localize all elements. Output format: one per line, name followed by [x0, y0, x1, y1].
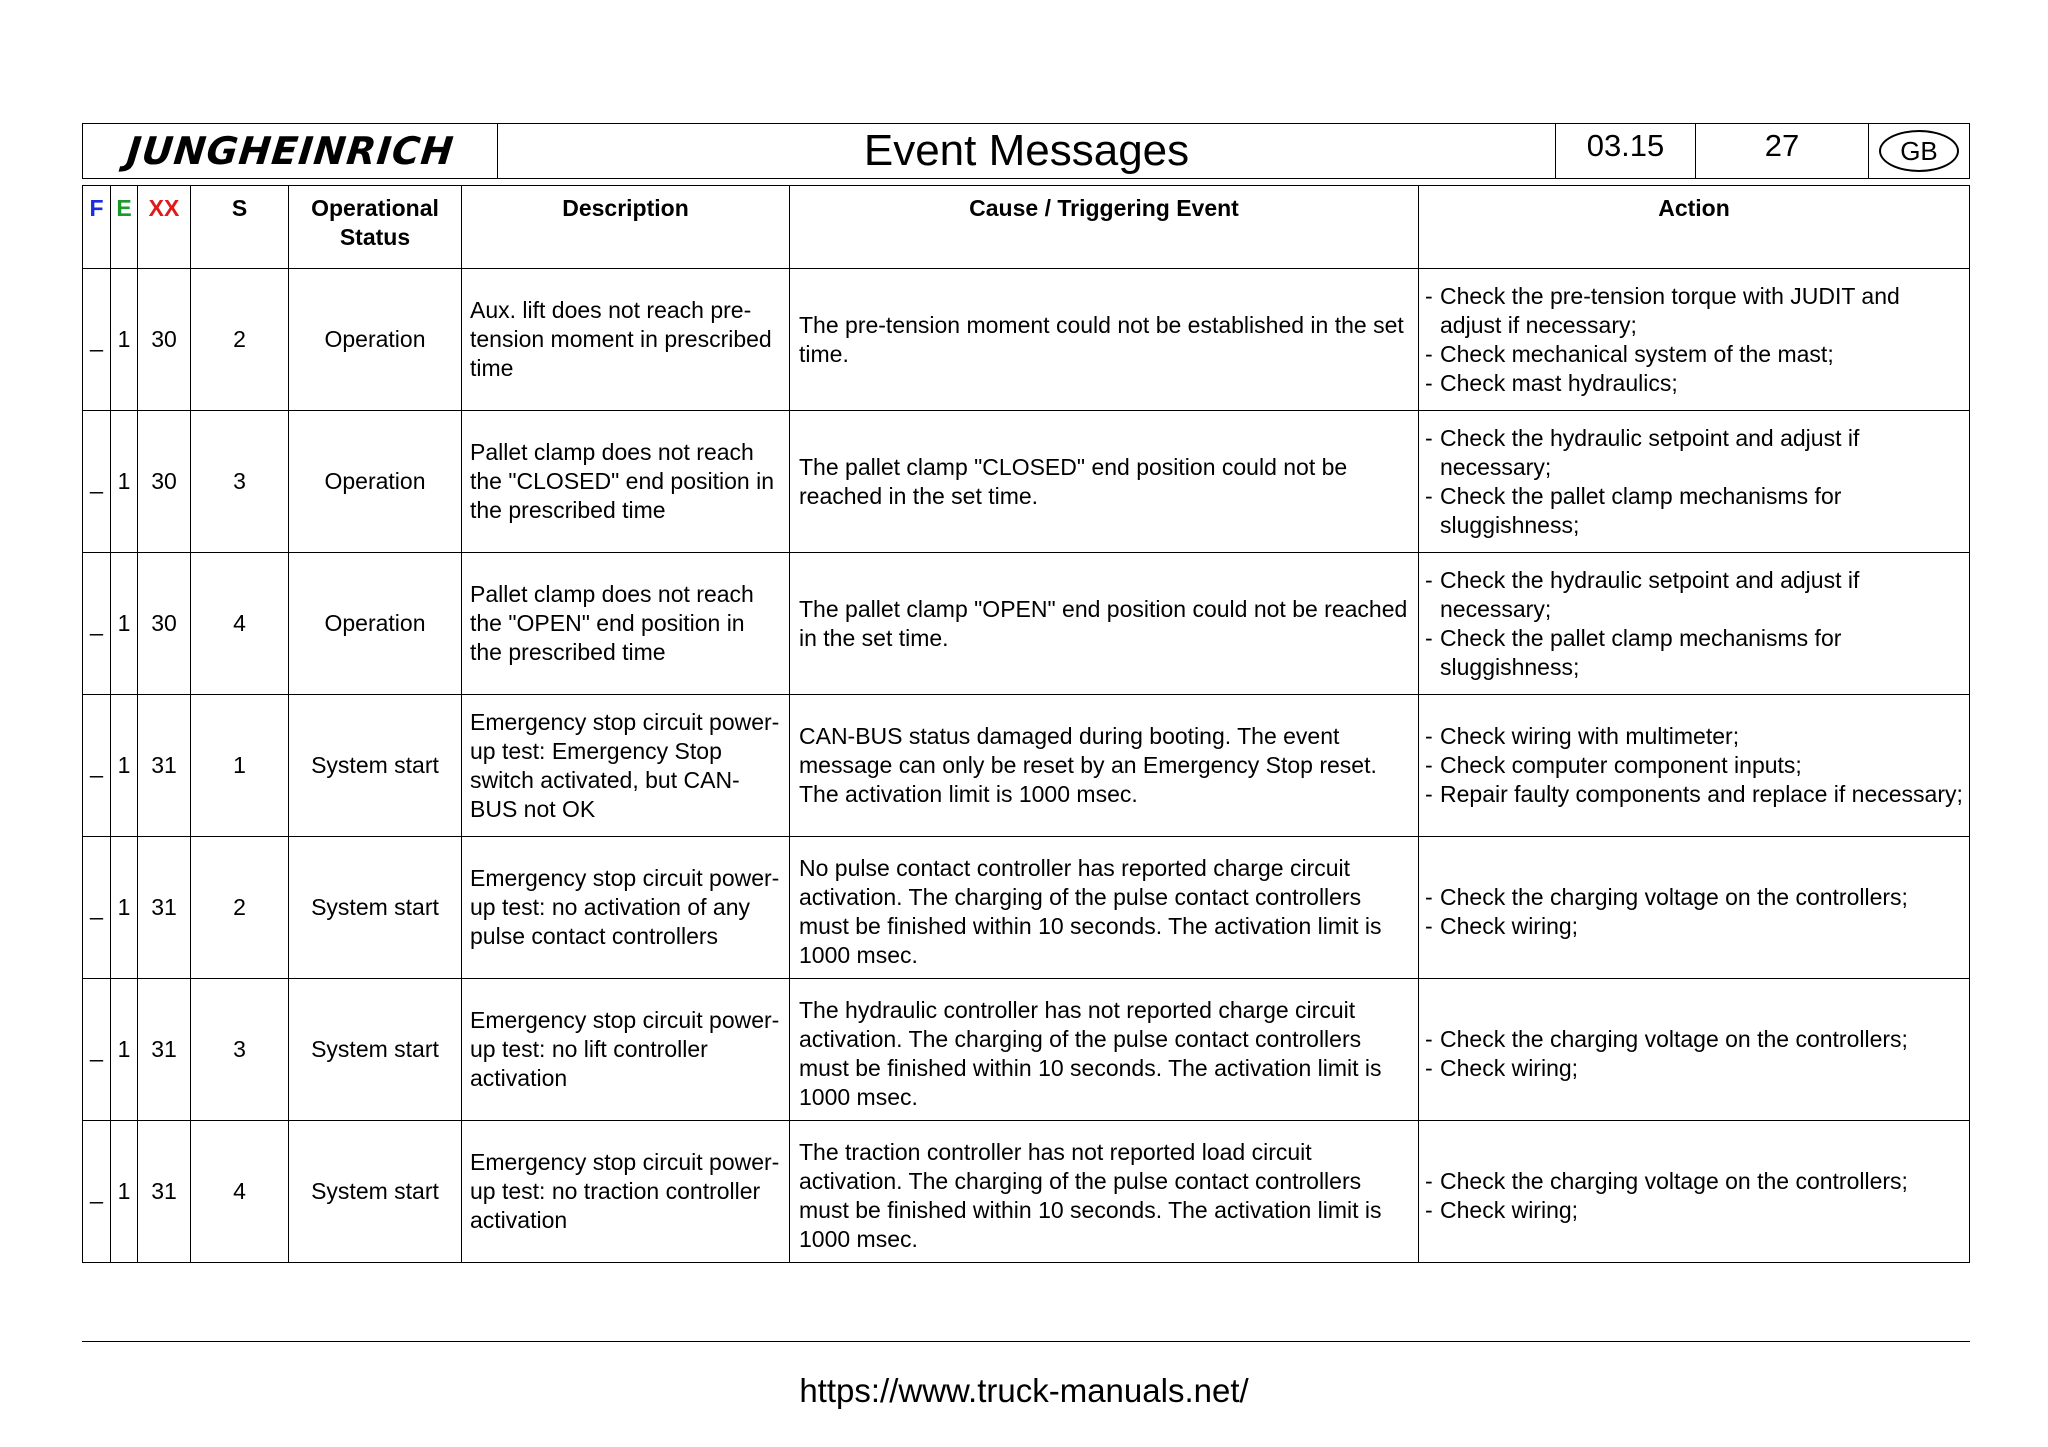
- cell-xx: 30: [138, 411, 191, 553]
- brand-logo-text: JUNGHEINRICH: [124, 129, 456, 173]
- action-text: Check wiring with multimeter;: [1440, 723, 1740, 749]
- action-item: [1425, 780, 1963, 809]
- cell-f: _: [83, 411, 111, 553]
- cell-s: 1: [191, 695, 289, 837]
- table-row: [83, 269, 1970, 411]
- column-header-s: S: [191, 186, 289, 269]
- column-header-e: E: [111, 186, 138, 269]
- cell-action: [1419, 269, 1970, 411]
- action-bullet: -: [1425, 723, 1433, 749]
- table-row: [83, 695, 1970, 837]
- cell-f: _: [83, 695, 111, 837]
- event-messages-table: [82, 185, 1970, 1263]
- action-bullet: -: [1425, 1025, 1433, 1052]
- action-bullet: -: [1425, 340, 1433, 367]
- action-bullet: -: [1425, 1054, 1433, 1081]
- cell-description: Pallet clamp does not reach the "CLOSED" end position in the prescribed time: [462, 411, 790, 553]
- action-item: [1425, 883, 1963, 912]
- action-item: [1425, 624, 1963, 682]
- action-item: [1425, 482, 1963, 540]
- column-header-f: F: [83, 186, 111, 269]
- language-cell: [1869, 124, 1969, 178]
- cell-e: 1: [111, 837, 138, 979]
- cell-s: 2: [191, 837, 289, 979]
- action-text: Check the charging voltage on the controllers;: [1440, 883, 1908, 910]
- action-item: [1425, 566, 1963, 624]
- cell-operational-status: System start: [289, 1121, 462, 1263]
- action-text: Check the pallet clamp mechanisms for sluggishness;: [1440, 624, 1842, 680]
- cell-s: 2: [191, 269, 289, 411]
- cell-cause: The pre-tension moment could not be established in the set time.: [790, 269, 1419, 411]
- action-text: Check the charging voltage on the controllers;: [1440, 1167, 1908, 1194]
- cell-action: [1419, 1121, 1970, 1263]
- action-text: Check the pre-tension torque with JUDIT and adjust if necessary;: [1440, 282, 1900, 338]
- cell-cause: The pallet clamp "CLOSED" end position could not be reached in the set time.: [790, 411, 1419, 553]
- action-bullet: -: [1425, 424, 1433, 451]
- action-text: Repair faulty components and replace if necessary;: [1440, 781, 1963, 807]
- cell-s: 4: [191, 1121, 289, 1263]
- action-bullet: -: [1425, 369, 1433, 396]
- table-row: [83, 837, 1970, 979]
- cell-e: 1: [111, 269, 138, 411]
- action-text: Check mast hydraulics;: [1440, 369, 1678, 396]
- cell-cause: CAN-BUS status damaged during booting. The event message can only be reset by an Emergency Stop reset. The activation limit is 1000 msec.: [790, 695, 1419, 837]
- cell-cause: The hydraulic controller has not reported charge circuit activation. The charging of the pulse contact controllers must be finished within 10 seconds. The activation limit is 1000 msec.: [790, 979, 1419, 1121]
- action-text: Check the hydraulic setpoint and adjust if necessary;: [1440, 424, 1860, 480]
- action-item: [1425, 282, 1963, 340]
- action-item: [1425, 1025, 1963, 1054]
- column-header-description: Description: [462, 186, 790, 269]
- action-text: Check wiring;: [1440, 912, 1579, 939]
- action-item: [1425, 1054, 1963, 1083]
- action-item: [1425, 912, 1963, 941]
- cell-xx: 31: [138, 979, 191, 1121]
- cell-operational-status: Operation: [289, 553, 462, 695]
- cell-e: 1: [111, 1121, 138, 1263]
- action-bullet: -: [1425, 566, 1433, 593]
- cell-xx: 31: [138, 837, 191, 979]
- cell-operational-status: System start: [289, 979, 462, 1121]
- action-bullet: -: [1425, 482, 1433, 509]
- cell-cause: No pulse contact controller has reported charge circuit activation. The charging of the pulse contact controllers must be finished within 10 seconds. The activation limit is 1000 msec.: [790, 837, 1419, 979]
- footer-url: https://www.truck-manuals.net/: [799, 1372, 1249, 1409]
- cell-description: Pallet clamp does not reach the "OPEN" end position in the prescribed time: [462, 553, 790, 695]
- action-item: [1425, 369, 1963, 398]
- action-text: Check the hydraulic setpoint and adjust if necessary;: [1440, 566, 1860, 622]
- cell-xx: 30: [138, 269, 191, 411]
- action-text: Check the pallet clamp mechanisms for sluggishness;: [1440, 482, 1842, 538]
- action-item: [1425, 1196, 1963, 1225]
- action-bullet: -: [1425, 282, 1433, 309]
- cell-description: Emergency stop circuit power-up test: Emergency Stop switch activated, but CAN-BUS not OK: [462, 695, 790, 837]
- cell-f: _: [83, 1121, 111, 1263]
- column-header-action: Action: [1419, 186, 1970, 269]
- action-bullet: -: [1425, 752, 1433, 778]
- action-bullet: -: [1425, 781, 1433, 807]
- cell-f: _: [83, 837, 111, 979]
- cell-f: _: [83, 979, 111, 1121]
- action-text: Check wiring;: [1440, 1196, 1579, 1223]
- action-text: Check computer component inputs;: [1440, 752, 1802, 778]
- cell-xx: 31: [138, 695, 191, 837]
- cell-cause: The pallet clamp "OPEN" end position could not be reached in the set time.: [790, 553, 1419, 695]
- column-header-xx: XX: [138, 186, 191, 269]
- action-item: [1425, 1167, 1963, 1196]
- cell-xx: 30: [138, 553, 191, 695]
- cell-operational-status: System start: [289, 837, 462, 979]
- logo-cell: [83, 124, 498, 178]
- cell-action: [1419, 695, 1970, 837]
- action-text: Check the charging voltage on the controllers;: [1440, 1025, 1908, 1052]
- cell-e: 1: [111, 979, 138, 1121]
- cell-operational-status: System start: [289, 695, 462, 837]
- cell-description: Aux. lift does not reach pre-tension moment in prescribed time: [462, 269, 790, 411]
- cell-action: [1419, 553, 1970, 695]
- footer-divider: [82, 1341, 1970, 1342]
- action-item: [1425, 722, 1963, 751]
- cell-cause: The traction controller has not reported load circuit activation. The charging of the pulse contact controllers must be finished within 10 seconds. The activation limit is 1000 msec.: [790, 1121, 1419, 1263]
- action-bullet: -: [1425, 624, 1433, 651]
- cell-s: 3: [191, 979, 289, 1121]
- action-bullet: -: [1425, 912, 1433, 939]
- page-title: Event Messages: [498, 124, 1556, 178]
- column-header-cause: Cause / Triggering Event: [790, 186, 1419, 269]
- table-row: [83, 1121, 1970, 1263]
- cell-description: Emergency stop circuit power-up test: no lift controller activation: [462, 979, 790, 1121]
- action-bullet: -: [1425, 1196, 1433, 1223]
- cell-action: [1419, 411, 1970, 553]
- action-text: Check wiring;: [1440, 1054, 1579, 1081]
- action-item: [1425, 424, 1963, 482]
- cell-f: _: [83, 269, 111, 411]
- table-row: [83, 553, 1970, 695]
- column-header-operational-status: Operational Status: [289, 186, 462, 269]
- action-bullet: -: [1425, 1167, 1433, 1194]
- action-item: [1425, 340, 1963, 369]
- page-number: 27: [1696, 124, 1869, 178]
- table-body: [83, 269, 1970, 1263]
- cell-e: 1: [111, 695, 138, 837]
- cell-e: 1: [111, 411, 138, 553]
- action-item: [1425, 751, 1963, 780]
- brand-logo: [124, 129, 456, 173]
- cell-s: 3: [191, 411, 289, 553]
- cell-action: [1419, 979, 1970, 1121]
- action-bullet: -: [1425, 883, 1433, 910]
- cell-xx: 31: [138, 1121, 191, 1263]
- cell-action: [1419, 837, 1970, 979]
- cell-operational-status: Operation: [289, 269, 462, 411]
- cell-e: 1: [111, 553, 138, 695]
- table-header-row: [83, 186, 1970, 269]
- language-badge: GB: [1879, 130, 1959, 172]
- action-text: Check mechanical system of the mast;: [1440, 340, 1834, 367]
- document-date: 03.15: [1556, 124, 1696, 178]
- cell-f: _: [83, 553, 111, 695]
- table-row: [83, 411, 1970, 553]
- cell-description: Emergency stop circuit power-up test: no traction controller activation: [462, 1121, 790, 1263]
- cell-operational-status: Operation: [289, 411, 462, 553]
- cell-s: 4: [191, 553, 289, 695]
- page-header: [82, 123, 1970, 179]
- cell-description: Emergency stop circuit power-up test: no activation of any pulse contact controllers: [462, 837, 790, 979]
- table-row: [83, 979, 1970, 1121]
